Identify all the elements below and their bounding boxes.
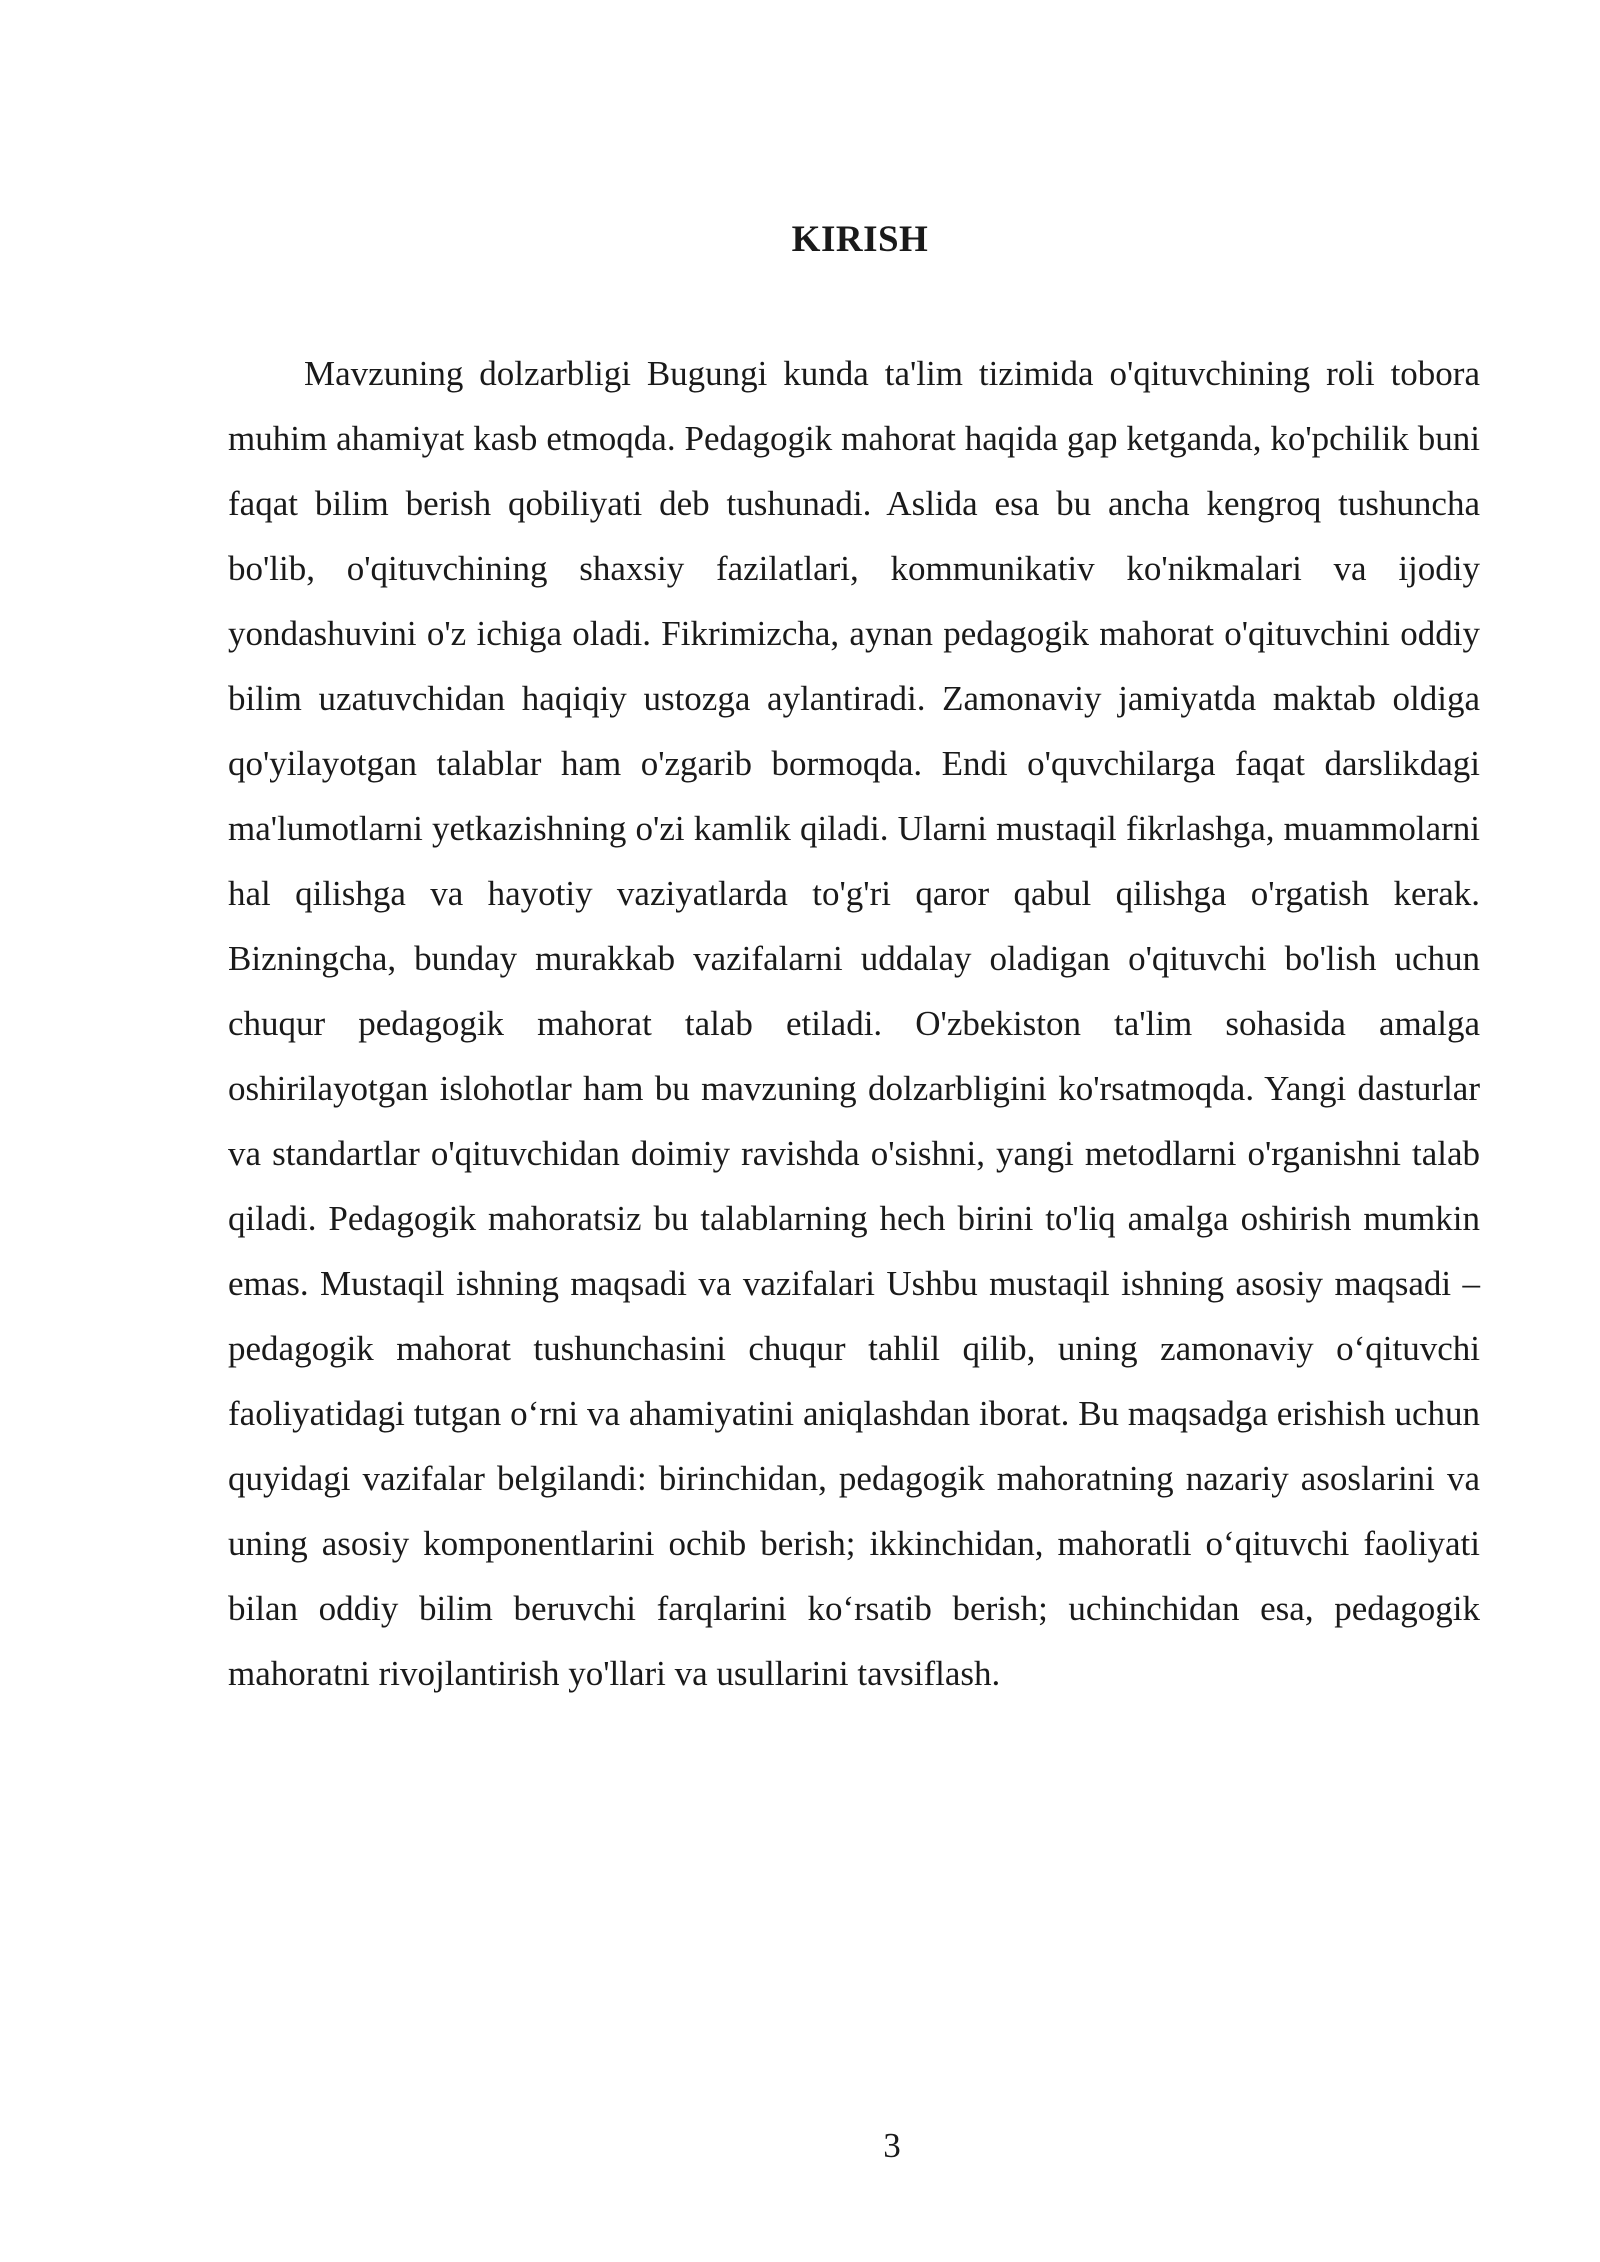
body-paragraph: Mavzuning dolzarbligi Bugungi kunda ta'lim tizimida o'qituvchining roli tobora muhim ahamiyat kasb etmoqda. Pedagogik mahorat haqida gap ketganda, ko'pchilik buni faqat bilim berish qobiliyati deb tushunadi. Aslida esa bu ancha kengroq tushuncha bo'lib, o'qituvchining shaxsiy fazilatlari, kommunikativ ko'nikmalari va ijodiy yondashuvini o'z ichiga oladi. Fikrimizcha, aynan pedagogik mahorat o'qituvchini oddiy bilim uzatuvchidan haqiqiy ustozga aylantiradi. Zamonaviy jamiyatda maktab oldiga qo'yilayotgan talablar ham o'zgarib bormoqda. Endi o'quvchilarga faqat darslikdagi ma'lumotlarni yetkazishning o'zi kamlik qiladi. Ularni mustaqil fikrlashga, muammolarni hal qilishga va hayotiy vaziyatlarda to'g'ri qaror qabul qilishga o'rgatish kerak. Bizningcha, bunday murakkab vazifalarni uddalay oladigan o'qituvchi bo'lish uchun chuqur pedagogik mahorat talab etiladi. O'zbekiston ta'lim sohasida amalga oshirilayotgan islohotlar ham bu mavzuning dolzarbligini ko'rsatmoqda. Yangi dasturlar va standartlar o'qituvchidan doimiy ravishda o'sishni, yangi metodlarni o'rganishni talab qiladi. Pedagogik mahoratsiz bu talablarning hech birini to'liq amalga oshirish mumkin emas. Mustaqil ishning maqsadi va vazifalari Ushbu mustaqil ishning asosiy maqsadi – pedagogik mahorat tushunchasini chuqur tahlil qilib, uning zamonaviy o‘qituvchi faoliyatidagi tutgan o‘rni va ahamiyatini aniqlashdan iborat. Bu maqsadga erishish uchun quyidagi vazifalar belgilandi: birinchidan, pedagogik mahoratning nazariy asoslarini va uning asosiy komponentlarini ochib berish; ikkinchidan, mahoratli o‘qituvchi faoliyati bilan oddiy bilim beruvchi farqlarini ko‘rsatib berish; uchinchidan esa, pedagogik mahoratni rivojlantirish yo'llari va usullarini tavsiflash. [228,354,1480,1693]
section-heading: KIRISH [791,219,929,260]
page-number: 3 [883,2126,901,2165]
